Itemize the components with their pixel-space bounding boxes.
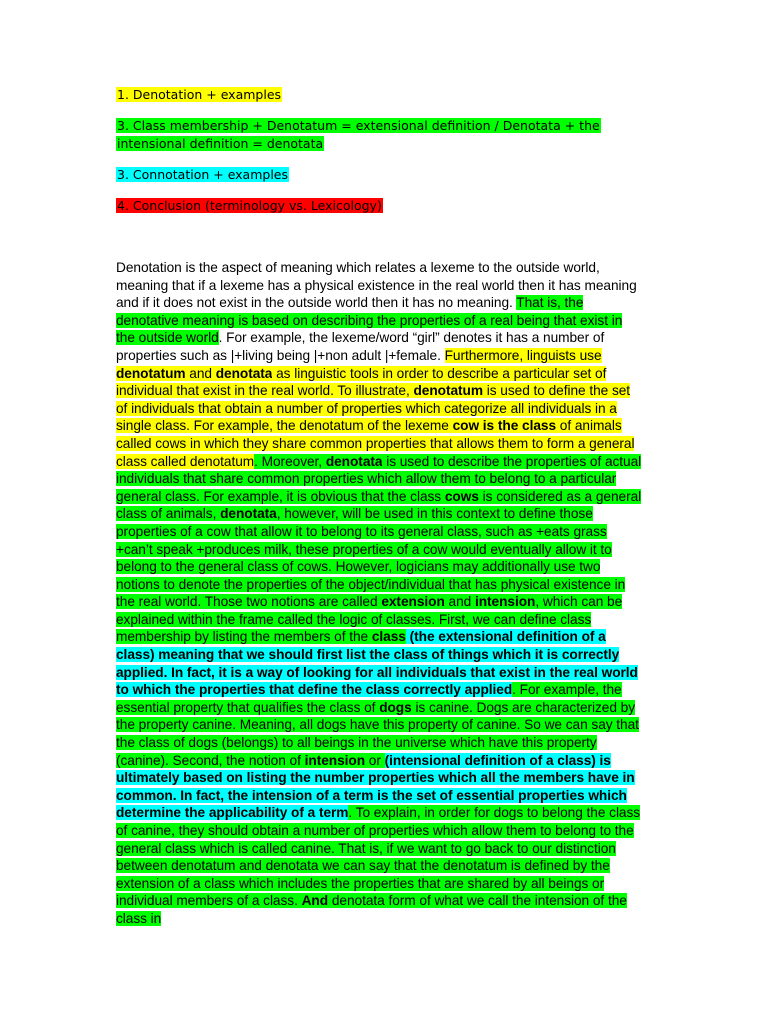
text-segment: denotata <box>215 365 273 381</box>
text-segment: That is, the denotative meaning is based on describing the properties of a real being that exist in the outside world <box>116 295 623 346</box>
text-segment: . For example, the lexeme/word “girl” denotes it has a number of properties such as |+living being |+non adult |+female. <box>116 330 605 363</box>
text-segment: class <box>371 629 406 645</box>
text-segment: and <box>185 365 216 381</box>
outline-item-text: 3. Connotation + examples <box>117 167 289 182</box>
text-segment: is canine. Dogs are characterized by the property canine. Meaning, all dogs have this property of canine. So we can say that the class of dogs (belongs) to all beings in the universe which have this property (canine). Second, the notion of <box>116 699 639 768</box>
text-segment: (intensional definition of a class) is ultimately based on listing the number properties which all the members have in common. In fact, the intension of a term is the set of essential properties which determine the applicability of a term <box>116 752 635 821</box>
text-segment: intension <box>474 594 536 610</box>
text-segment: or <box>365 752 385 768</box>
text-segment: denotata form of what we call the intension of the class in <box>116 893 627 926</box>
outline-item-text: 1. Denotation + examples <box>117 87 282 102</box>
text-segment: extension <box>381 594 445 610</box>
text-segment: Denotation is the aspect of meaning which relates a lexeme to the outside world, meaning that if a lexeme has a physical existence in the real world then it has meaning and if it does not exist in the outside world then it has no meaning. <box>116 260 637 311</box>
text-segment: is considered as a general class of animals, <box>116 488 642 522</box>
outline-item <box>116 86 636 104</box>
text-segment: is used to define the set of individuals that obtain a number of properties which categorize all individuals in a single class. For example, the denotatum of the lexeme <box>116 383 631 434</box>
text-segment: denotatum <box>413 383 483 399</box>
text-segment: dogs <box>379 699 412 715</box>
text-segment: intension <box>304 752 366 768</box>
text-segment: . Moreover, <box>254 453 326 469</box>
text-segment: of animals called cows in which they share common properties that allows them to form a general class called denotatum <box>116 418 635 469</box>
outline-item <box>116 117 636 153</box>
text-segment: denotata <box>325 453 383 469</box>
text-segment: and <box>444 594 475 610</box>
outline-item-text: 4. Conclusion (terminology vs. Lexicology) <box>117 198 382 213</box>
outline-item-text: 3. Class membership + Denotatum = extensional definition / Denotata + the intensional definition = denotata <box>117 118 600 151</box>
text-segment: cow is the class <box>452 418 557 434</box>
text-segment: Furthermore, linguists use <box>444 347 602 363</box>
text-segment: And <box>301 893 329 909</box>
text-segment: as linguistic tools in order to describe a particular set of individual that exist in the real world. To illustrate, <box>116 365 607 399</box>
text-segment: denotata <box>220 506 277 522</box>
outline-item <box>116 197 636 215</box>
body-paragraph <box>116 259 642 928</box>
outline-item <box>116 166 636 184</box>
text-segment: denotatum <box>116 365 186 381</box>
text-segment: is used to describe the properties of actual individuals that share common properties which allow them to belong to a particular general class. For example, it is obvious that the class <box>116 453 642 504</box>
text-segment: cows <box>444 488 479 504</box>
text-segment: (the extensional definition of a class) meaning that we should first list the class of things which it is correctly applied. In fact, it is a way of looking for all individuals that exist in the real world to which the properties that define the class correctly applied <box>116 629 638 698</box>
text-segment: . To explain, in order for dogs to belong the class of canine, they should obtain a number of properties which allow them to belong to the general class which is called canine. That is, if we want to go back to our distinction between denotatum and denotata we can say that the denotatum is defined by the extension of a class which includes the properties that are shared by all beings or individual members of a class. <box>116 805 641 909</box>
text-segment: . For example, the essential property that qualifies the class of <box>116 682 622 715</box>
text-segment: , however, will be used in this context to define those properties of a cow that allow it to belong to its general class, such as +eats grass +can’t speak +produces milk, these properties of a cow would eventually allow it to belong to the general class of cows. However, logicians may additionally use two notions to denote the properties of the object/individual that has physical existence in the real world. Those two notions are called <box>116 506 626 610</box>
text-segment: , which can be explained within the frame called the logic of classes. First, we can define class membership by listing the members of the <box>116 594 623 645</box>
outline-list <box>116 86 636 228</box>
